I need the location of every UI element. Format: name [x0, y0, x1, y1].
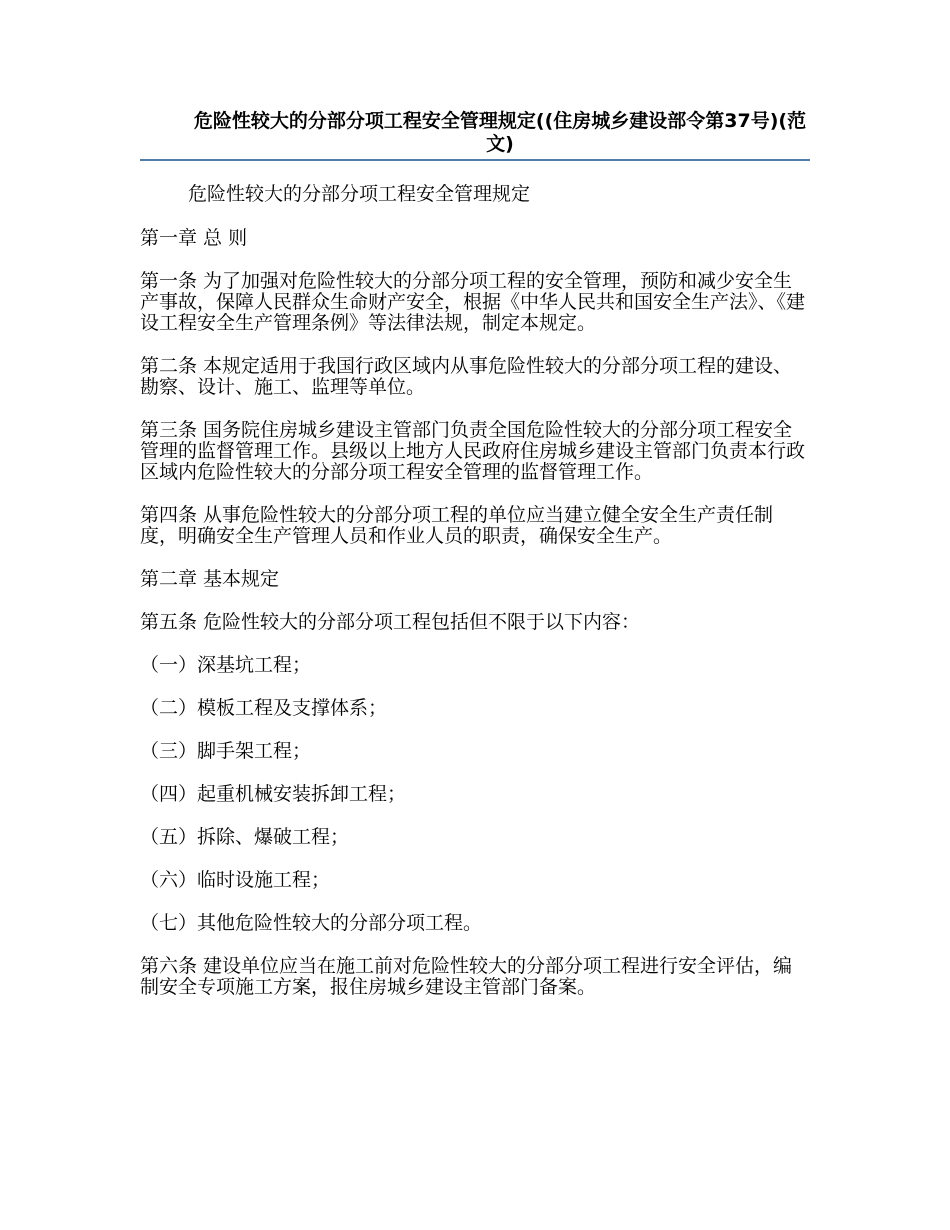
list-item: （五）拆除、爆破工程； [140, 826, 350, 848]
list-item: （三）脚手架工程； [140, 740, 312, 762]
document-subtitle: 危险性较大的分部分项工程安全管理规定 [188, 183, 531, 205]
chapter-heading-1: 第一章 总 则 [140, 227, 248, 249]
article-4: 第四条 从事危险性较大的分部分项工程的单位应当建立健全安全生产责任制度，明确安全生产管理人员和作业人员的职责，确保安全生产。 [140, 504, 774, 547]
article-2: 第二条 本规定适用于我国行政区域内从事危险性较大的分部分项工程的建设、勘察、设计、施工、监理等单位。 [140, 355, 793, 398]
document-title: 危险性较大的分部分项工程安全管理规定((住房城乡建设部令第37号)(范文) [140, 110, 810, 161]
list-item: （四）起重机械安装拆卸工程； [140, 783, 407, 805]
list-item: （六）临时设施工程； [140, 869, 331, 891]
article-6: 第六条 建设单位应当在施工前对危险性较大的分部分项工程进行安全评估，编制安全专项施工方案，报住房城乡建设主管部门备案。 [140, 955, 793, 998]
chapter-heading-2: 第二章 基本规定 [140, 568, 280, 590]
article-3: 第三条 国务院住房城乡建设主管部门负责全国危险性较大的分部分项工程安全管理的监督管理工作。县级以上地方人民政府住房城乡建设主管部门负责本行政区域内危险性较大的分部分项工程安全管理的监督管理工作。 [140, 419, 806, 483]
list-item: （二）模板工程及支撑体系； [140, 697, 388, 719]
list-item: （七）其他危险性较大的分部分项工程。 [140, 912, 483, 934]
article-5: 第五条 危险性较大的分部分项工程包括但不限于以下内容： [140, 611, 641, 633]
list-item: （一）深基坑工程； [140, 654, 312, 676]
document-page [140, 110, 810, 998]
article-1: 第一条 为了加强对危险性较大的分部分项工程的安全管理，预防和减少安全生产事故，保障人民群众生命财产安全，根据《中华人民共和国安全生产法》、《建设工程安全生产管理条例》等法律法规，制定本规定。 [140, 270, 806, 334]
